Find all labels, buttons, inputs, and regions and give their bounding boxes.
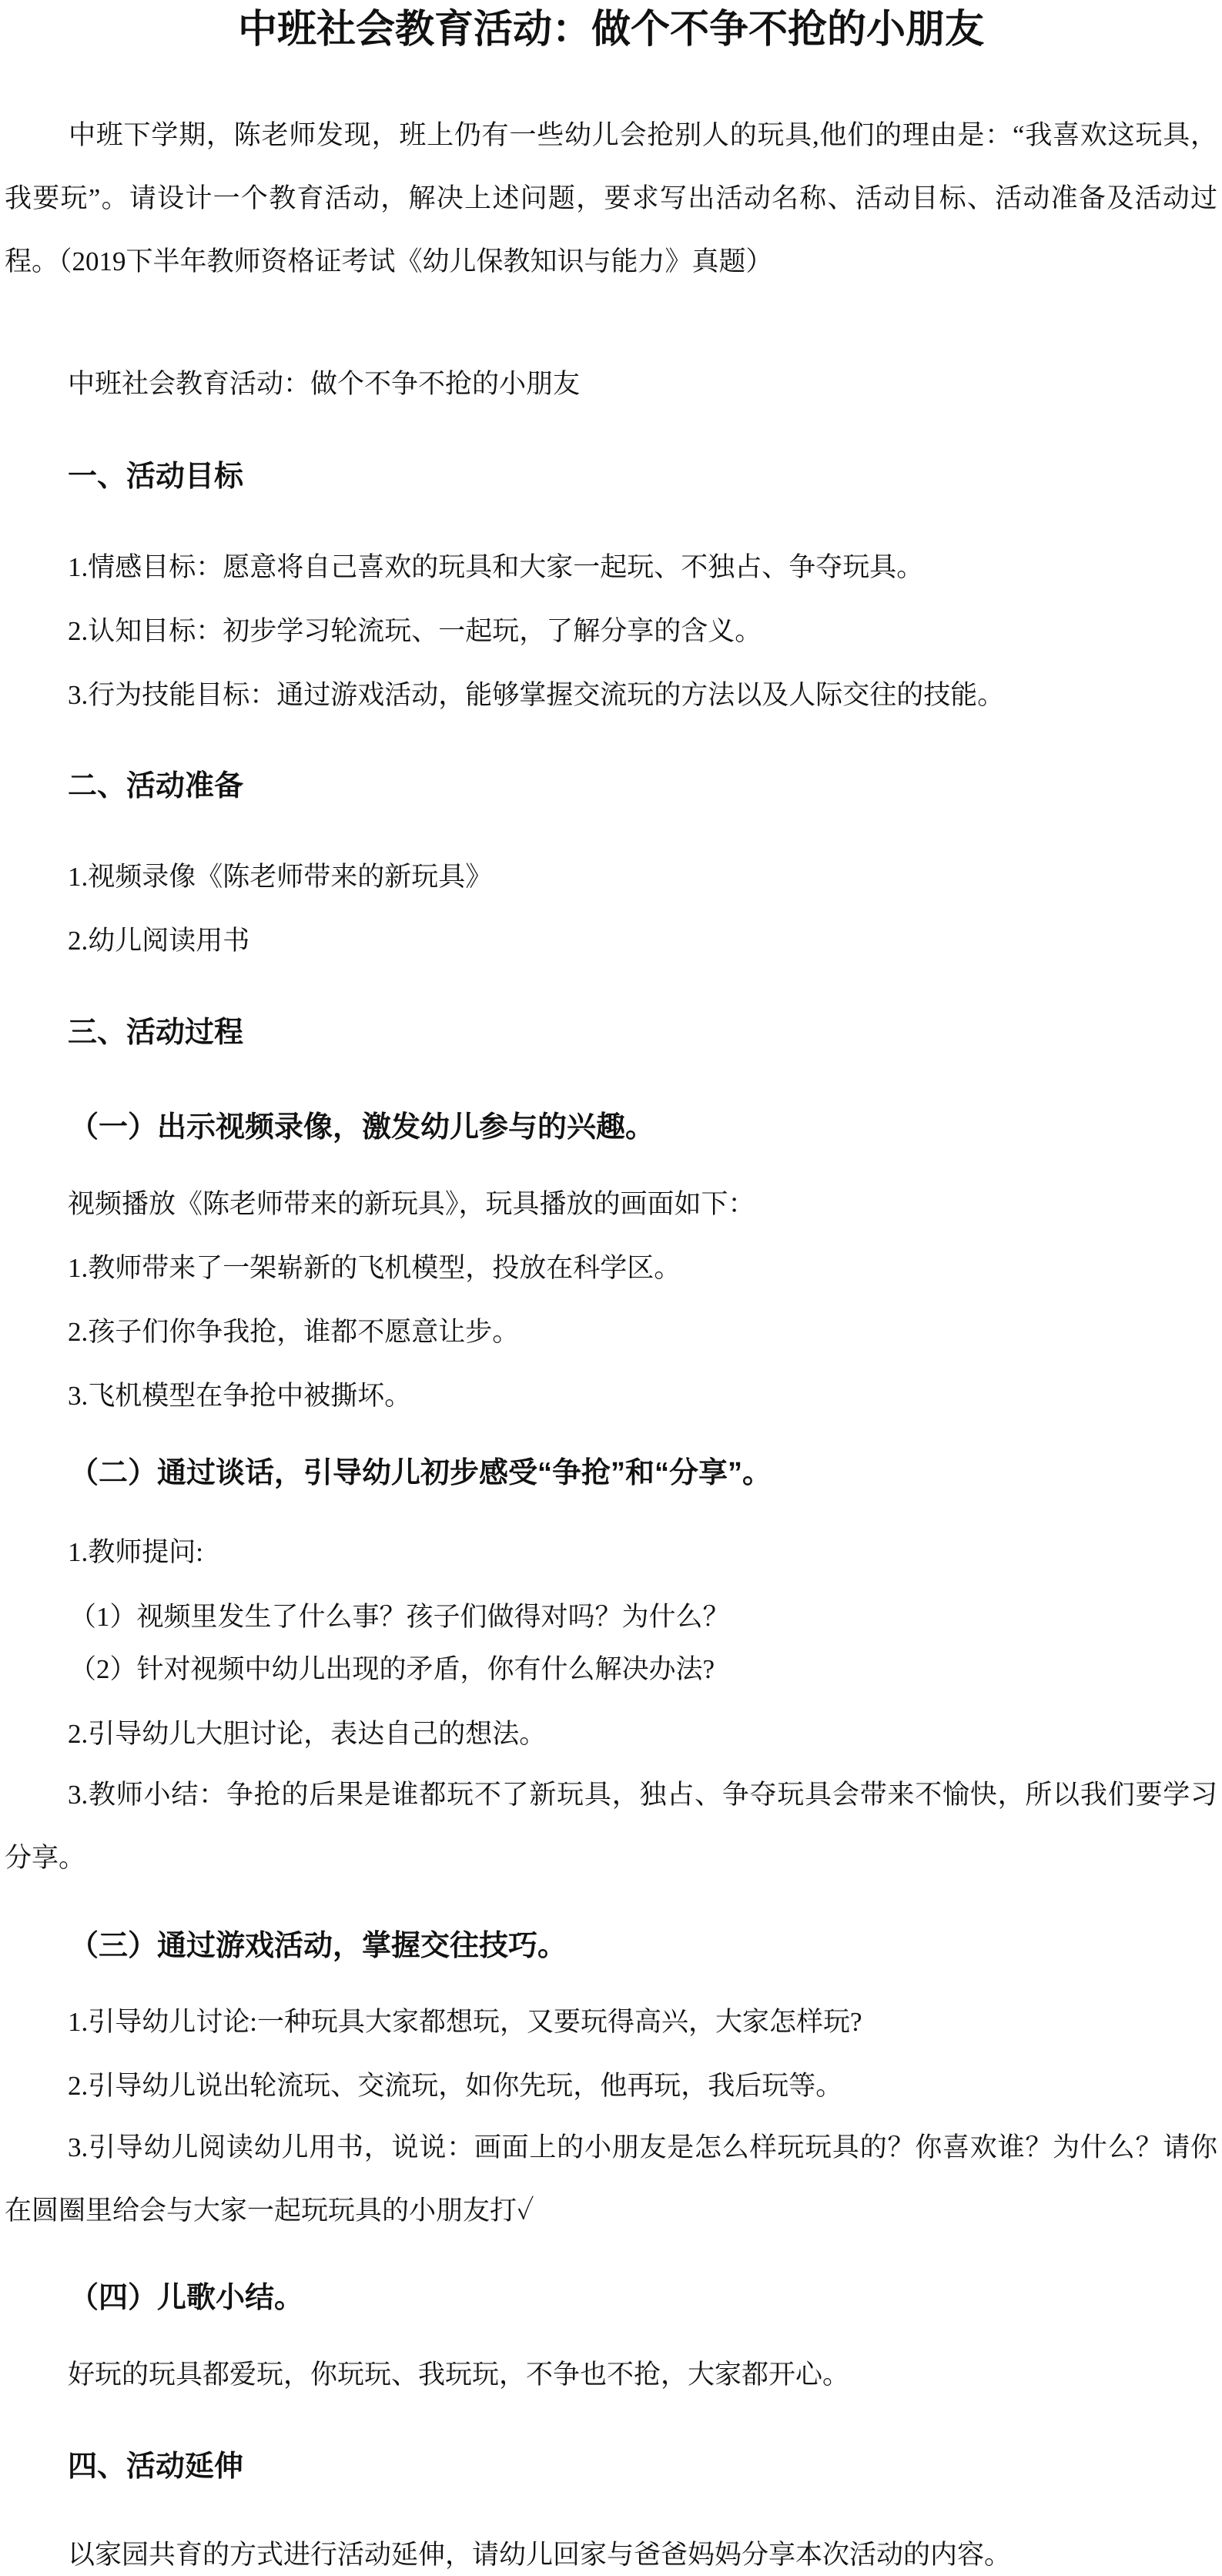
section-heading-preparation: 二、活动准备 xyxy=(68,770,244,802)
process-part-1-item-3: 3.飞机模型在争抢中被撕坏。 xyxy=(68,1381,412,1411)
section-heading-extension: 四、活动延伸 xyxy=(68,2450,244,2483)
process-part-3-item-1: 1.引导幼儿讨论:一种玩具大家都想玩，又要玩得高兴，大家怎样玩? xyxy=(68,2007,862,2037)
process-part-2-ask: 1.教师提问: xyxy=(68,1537,203,1567)
process-part-2-question-1: （1）视频里发生了什么事？孩子们做得对吗？为什么？ xyxy=(69,1602,730,1632)
process-part-2-item-3: 3.教师小结：争抢的后果是谁都玩不了新玩具，独占、争夺玩具会带来不愉快，所以我们要学习分享。 xyxy=(5,1780,1217,1873)
goal-item-2: 2.认知目标：初步学习轮流玩、一起玩，了解分享的含义。 xyxy=(68,616,762,646)
process-part-1-lead: 视频播放《陈老师带来的新玩具》，玩具播放的画面如下： xyxy=(68,1189,755,1219)
activity-name: 中班社会教育活动：做个不争不抢的小朋友 xyxy=(68,369,581,399)
process-part-3-item-2: 2.引导幼儿说出轮流玩、交流玩，如你先玩，他再玩，我后玩等。 xyxy=(68,2071,843,2101)
process-part-1-item-1: 1.教师带来了一架崭新的飞机模型，投放在科学区。 xyxy=(68,1253,681,1283)
question-paragraph: 中班下学期，陈老师发现，班上仍有一些幼儿会抢别人的玩具,他们的理由是：“我喜欢这玩具，我要玩”。请设计一个教育活动，解决上述问题，要求写出活动名称、活动目标、活动准备及活动过程。（2019下半年教师资格证考试《幼儿保教知识与能力》真题） xyxy=(5,120,1217,276)
goal-item-3: 3.行为技能目标：通过游戏活动，能够掌握交流玩的方法以及人际交往的技能。 xyxy=(68,680,1005,710)
process-part-2-item-2: 2.引导幼儿大胆讨论，表达自己的想法。 xyxy=(68,1719,547,1749)
document-title: 中班社会教育活动：做个不争不抢的小朋友 xyxy=(237,7,984,51)
process-part-3-item-3: 3.引导幼儿阅读幼儿用书，说说：画面上的小朋友是怎么样玩玩具的？你喜欢谁？为什么？请你在圆圈里给会与大家一起玩玩具的小朋友打✓ xyxy=(5,2132,1217,2226)
process-part-1-item-2: 2.孩子们你争我抢，谁都不愿意让步。 xyxy=(68,1317,520,1347)
preparation-item-2: 2.幼儿阅读用书 xyxy=(68,926,250,956)
process-part-1-heading: （一）出示视频录像，激发幼儿参与的兴趣。 xyxy=(69,1111,655,1144)
section-heading-goals: 一、活动目标 xyxy=(68,461,244,493)
section-heading-process: 三、活动过程 xyxy=(68,1017,244,1049)
process-part-2-question-2: （2）针对视频中幼儿出现的矛盾，你有什么解决办法? xyxy=(69,1654,715,1684)
process-part-3-heading: （三）通过游戏活动，掌握交往技巧。 xyxy=(69,1930,567,1962)
extension-text: 以家园共育的方式进行活动延伸，请幼儿回家与爸爸妈妈分享本次活动的内容。 xyxy=(68,2540,1012,2570)
preparation-item-1: 1.视频录像《陈老师带来的新玩具》 xyxy=(68,862,493,892)
goal-item-1: 1.情感目标：愿意将自己喜欢的玩具和大家一起玩、不独占、争夺玩具。 xyxy=(68,552,924,582)
process-part-4-heading: （四）儿歌小结。 xyxy=(69,2282,304,2314)
process-part-4-rhyme: 好玩的玩具都爱玩，你玩玩、我玩玩，不争也不抢，大家都开心。 xyxy=(68,2360,850,2390)
process-part-2-heading: （二）通过谈话，引导幼儿初步感受“争抢”和“分享”。 xyxy=(69,1457,772,1489)
